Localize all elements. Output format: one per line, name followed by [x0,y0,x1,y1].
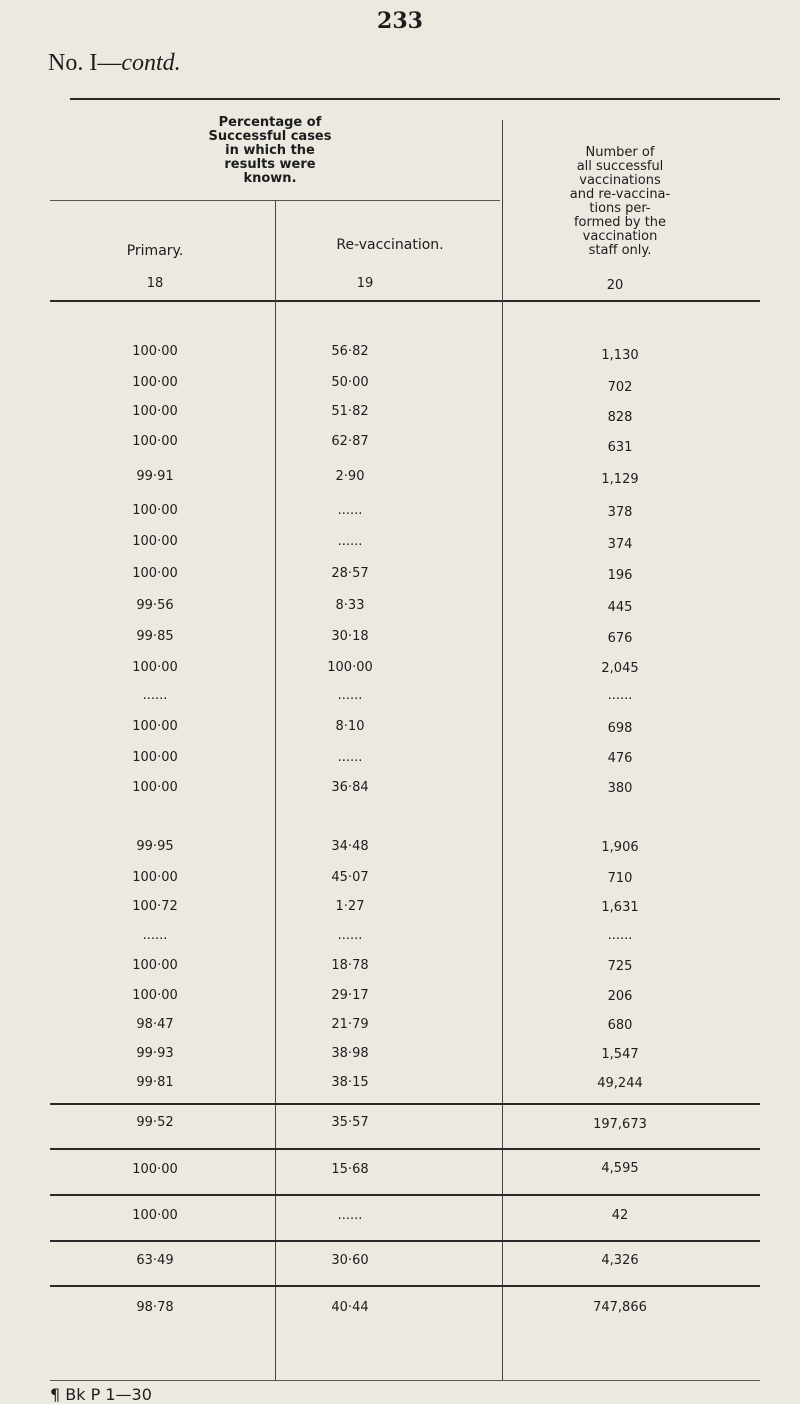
column-number-18: 18 [146,276,164,291]
primary-cell: 100·00 [132,719,178,734]
number-cell: 445 [607,600,633,615]
percentage-group-header [150,116,390,186]
header-line: staff only. [588,243,652,258]
header-line: tions per- [589,201,651,216]
number-cell: ...... [607,688,633,703]
number-cell: ...... [607,928,633,943]
primary-cell: 100·00 [132,404,178,419]
revaccination-cell: 15·68 [331,1162,369,1177]
number-cell: 1,906 [601,840,639,855]
totals-separator-4 [50,1240,760,1242]
revaccination-cell: 29·17 [331,988,369,1003]
number-cell: 42 [611,1208,629,1223]
primary-cell: 99·91 [136,469,174,484]
page-number: 233 [377,8,423,34]
number-cell: 747,866 [593,1300,647,1315]
revaccination-cell: 62·87 [331,434,369,449]
header-line: formed by the [573,215,667,230]
primary-cell: 99·52 [136,1115,174,1130]
primary-cell: 100·00 [132,780,178,795]
revaccination-cell: 30·18 [331,629,369,644]
primary-cell: 100·00 [132,958,178,973]
table-top-rule [70,98,780,100]
number-cell: 725 [607,959,633,974]
number-cell: 828 [607,410,633,425]
primary-cell: 100·00 [132,503,178,518]
printer-footer-note: ¶ Bk P 1—30 [50,1385,152,1404]
revaccination-cell: ...... [337,688,363,703]
revaccination-cell: 1·27 [335,899,365,914]
header-line: all successful [576,159,664,174]
number-cell: 197,673 [593,1117,647,1132]
totals-separator-5 [50,1285,760,1287]
number-cell: 1,547 [601,1047,639,1062]
header-line: vaccinations [579,173,661,188]
header-line: results were [224,157,316,172]
revaccination-cell: 30·60 [331,1253,369,1268]
revaccination-cell: ...... [337,928,363,943]
revaccination-cell: 21·79 [331,1017,369,1032]
primary-cell: 100·72 [132,899,178,914]
number-cell: 1,631 [601,900,639,915]
header-line: and re-vaccina- [569,187,671,202]
primary-cell: ...... [142,688,168,703]
table-continuation-title [48,50,181,77]
header-line: Successful cases [208,129,332,144]
totals-separator-1 [50,1103,760,1105]
revaccination-cell: 34·48 [331,839,369,854]
revaccination-cell: 8·10 [335,719,365,734]
number-cell: 206 [607,989,633,1004]
primary-cell: 100·00 [132,1208,178,1223]
primary-cell: 100·00 [132,870,178,885]
number-cell: 702 [607,380,633,395]
revaccination-cell: 50·00 [331,375,369,390]
revaccination-cell: ...... [337,1208,363,1223]
revaccination-cell: 38·98 [331,1046,369,1061]
table-bottom-rule [50,1380,760,1381]
column-number-20: 20 [606,278,624,293]
header-line: Number of [585,145,655,160]
continuation-suffix: contd. [121,50,181,76]
primary-cell: 100·00 [132,566,178,581]
number-cell: 631 [607,440,633,455]
header-bottom-rule [50,300,760,302]
number-cell: 2,045 [601,661,639,676]
totals-separator-3 [50,1194,760,1196]
primary-cell: 63·49 [136,1253,174,1268]
primary-cell: 99·95 [136,839,174,854]
primary-cell: 100·00 [132,344,178,359]
revaccination-column-header: Re-vaccination. [336,237,444,253]
revaccination-cell: 51·82 [331,404,369,419]
revaccination-cell: 40·44 [331,1300,369,1315]
primary-cell: 98·78 [136,1300,174,1315]
header-line: Percentage of [218,115,322,130]
number-cell: 676 [607,631,633,646]
number-cell: 698 [607,721,633,736]
revaccination-cell: 2·90 [335,469,365,484]
primary-cell: 99·93 [136,1046,174,1061]
revaccination-cell: ...... [337,503,363,518]
column-number-19: 19 [356,276,374,291]
revaccination-cell: ...... [337,534,363,549]
number-cell: 374 [607,537,633,552]
primary-cell: 100·00 [132,375,178,390]
number-cell: 1,129 [601,472,639,487]
primary-cell: 98·47 [136,1017,174,1032]
number-cell: 1,130 [601,348,639,363]
totals-separator-2 [50,1148,760,1150]
number-cell: 680 [607,1018,633,1033]
primary-cell: 100·00 [132,434,178,449]
header-line: in which the [225,143,315,158]
primary-cell: 99·81 [136,1075,174,1090]
primary-cell: 99·56 [136,598,174,613]
revaccination-cell: ...... [337,750,363,765]
column-divider-1 [275,200,276,1380]
continuation-prefix: No. I— [48,50,122,76]
number-cell: 378 [607,505,633,520]
number-cell: 476 [607,751,633,766]
primary-cell: 100·00 [132,750,178,765]
revaccination-cell: 36·84 [331,780,369,795]
primary-cell: 100·00 [132,1162,178,1177]
number-column-header [520,146,720,258]
primary-column-header: Primary. [126,243,184,259]
primary-cell: 100·00 [132,534,178,549]
number-cell: 4,595 [601,1161,639,1176]
number-cell: 710 [607,871,633,886]
revaccination-cell: 100·00 [327,660,373,675]
revaccination-cell: 38·15 [331,1075,369,1090]
revaccination-cell: 56·82 [331,344,369,359]
revaccination-cell: 35·57 [331,1115,369,1130]
primary-cell: 100·00 [132,660,178,675]
header-line: vaccination [582,229,658,244]
primary-cell: 99·85 [136,629,174,644]
number-cell: 49,244 [597,1076,643,1091]
primary-cell: 100·00 [132,988,178,1003]
number-cell: 4,326 [601,1253,639,1268]
primary-cell: ...... [142,928,168,943]
revaccination-cell: 18·78 [331,958,369,973]
revaccination-cell: 45·07 [331,870,369,885]
header-line: known. [243,171,297,186]
number-cell: 380 [607,781,633,796]
revaccination-cell: 8·33 [335,598,365,613]
revaccination-cell: 28·57 [331,566,369,581]
number-cell: 196 [607,568,633,583]
column-divider-2 [502,120,503,1380]
